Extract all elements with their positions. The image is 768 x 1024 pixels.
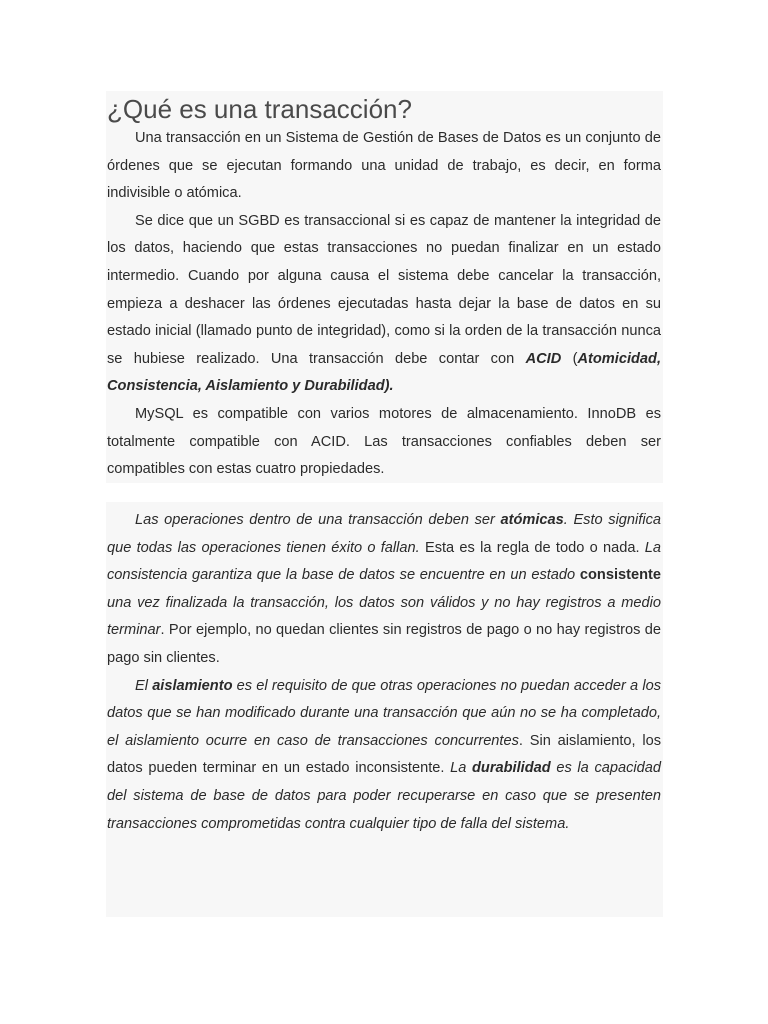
acid-open-paren: ( bbox=[561, 350, 578, 367]
section-acid-properties bbox=[106, 502, 663, 917]
consistente-term: consistente bbox=[579, 567, 661, 584]
consistency-text: La consistencia garantiza que la base de datos se encuentre en un estado bbox=[107, 539, 661, 584]
isolation-consequence: . Sin aislamiento, los datos pueden terminar en un estado inconsistente. bbox=[107, 732, 662, 777]
acid-term: ACID bbox=[525, 350, 562, 367]
isolation-prefix: El bbox=[135, 677, 153, 694]
durability-text: es la capacidad del sistema de base de datos para poder recuperarse en caso que se presenten transacciones comprometidas contra cualquier tipo de falla del sistema. bbox=[107, 760, 661, 832]
acid-properties: Atomicidad, Consistencia, Aislamiento y Durabilidad). bbox=[107, 350, 661, 395]
page-title: ¿Qué es una transacción? bbox=[107, 94, 412, 124]
paragraph-mysql: MySQL es compatible con varios motores de almacenamiento. InnoDB es totalmente compatible con ACID. Las transacciones confiables deben ser compatibles con estas cuatro propiedades. bbox=[107, 405, 661, 478]
paragraph-definition: Una transacción en un Sistema de Gestión de Bases de Datos es un conjunto de órdenes que se ejecutan formando una unidad de trabajo, es decir, en forma indivisible o atómica. bbox=[107, 130, 661, 202]
durabilidad-term: durabilidad bbox=[472, 760, 551, 777]
isolation-text: es el requisito de que otras operaciones no puedan acceder a los datos que se han modificado durante una transacción que aún no se ha completado, el aislamiento ocurre en caso de transacciones concurrentes bbox=[107, 677, 662, 749]
atomicity-text-2: . Esto significa que todas las operaciones tienen éxito o fallan. bbox=[107, 512, 661, 556]
atomicas-term: atómicas bbox=[500, 512, 564, 528]
consistency-example: . Por ejemplo, no quedan clientes sin registros de pago o no hay registros de pago sin clientes. bbox=[107, 622, 661, 666]
atomicity-text: Las operaciones dentro de una transacción deben ser bbox=[135, 512, 501, 528]
paragraph-isolation-durability bbox=[107, 673, 661, 839]
paragraph-transactional-text: Se dice que un SGBD es transaccional si es capaz de mantener la integridad de los datos, haciendo que estas transacciones no puedan finalizar en un estado intermedio. Cuando por alguna causa el sistema debe cancelar la transacción, empieza a deshacer las órdenes ejecutadas hasta dejar la base de datos en su estado inicial (llamado punto de integridad), como si la orden de la transacción nunca se hubiese realizado. Una transacción debe contar con bbox=[107, 212, 661, 367]
all-or-nothing-text: Esta es la regla de todo o nada. bbox=[419, 539, 645, 556]
aislamiento-term: aislamiento bbox=[152, 677, 233, 694]
consistency-text-2: una vez finalizada la transacción, los datos son válidos y no hay registros a medio terminar bbox=[107, 594, 661, 639]
paragraph-atomicity-consistency bbox=[107, 507, 661, 673]
paragraph-transactional-sgbd bbox=[107, 208, 661, 401]
durability-prefix: La bbox=[450, 760, 473, 777]
section-transaction-definition bbox=[106, 91, 663, 483]
